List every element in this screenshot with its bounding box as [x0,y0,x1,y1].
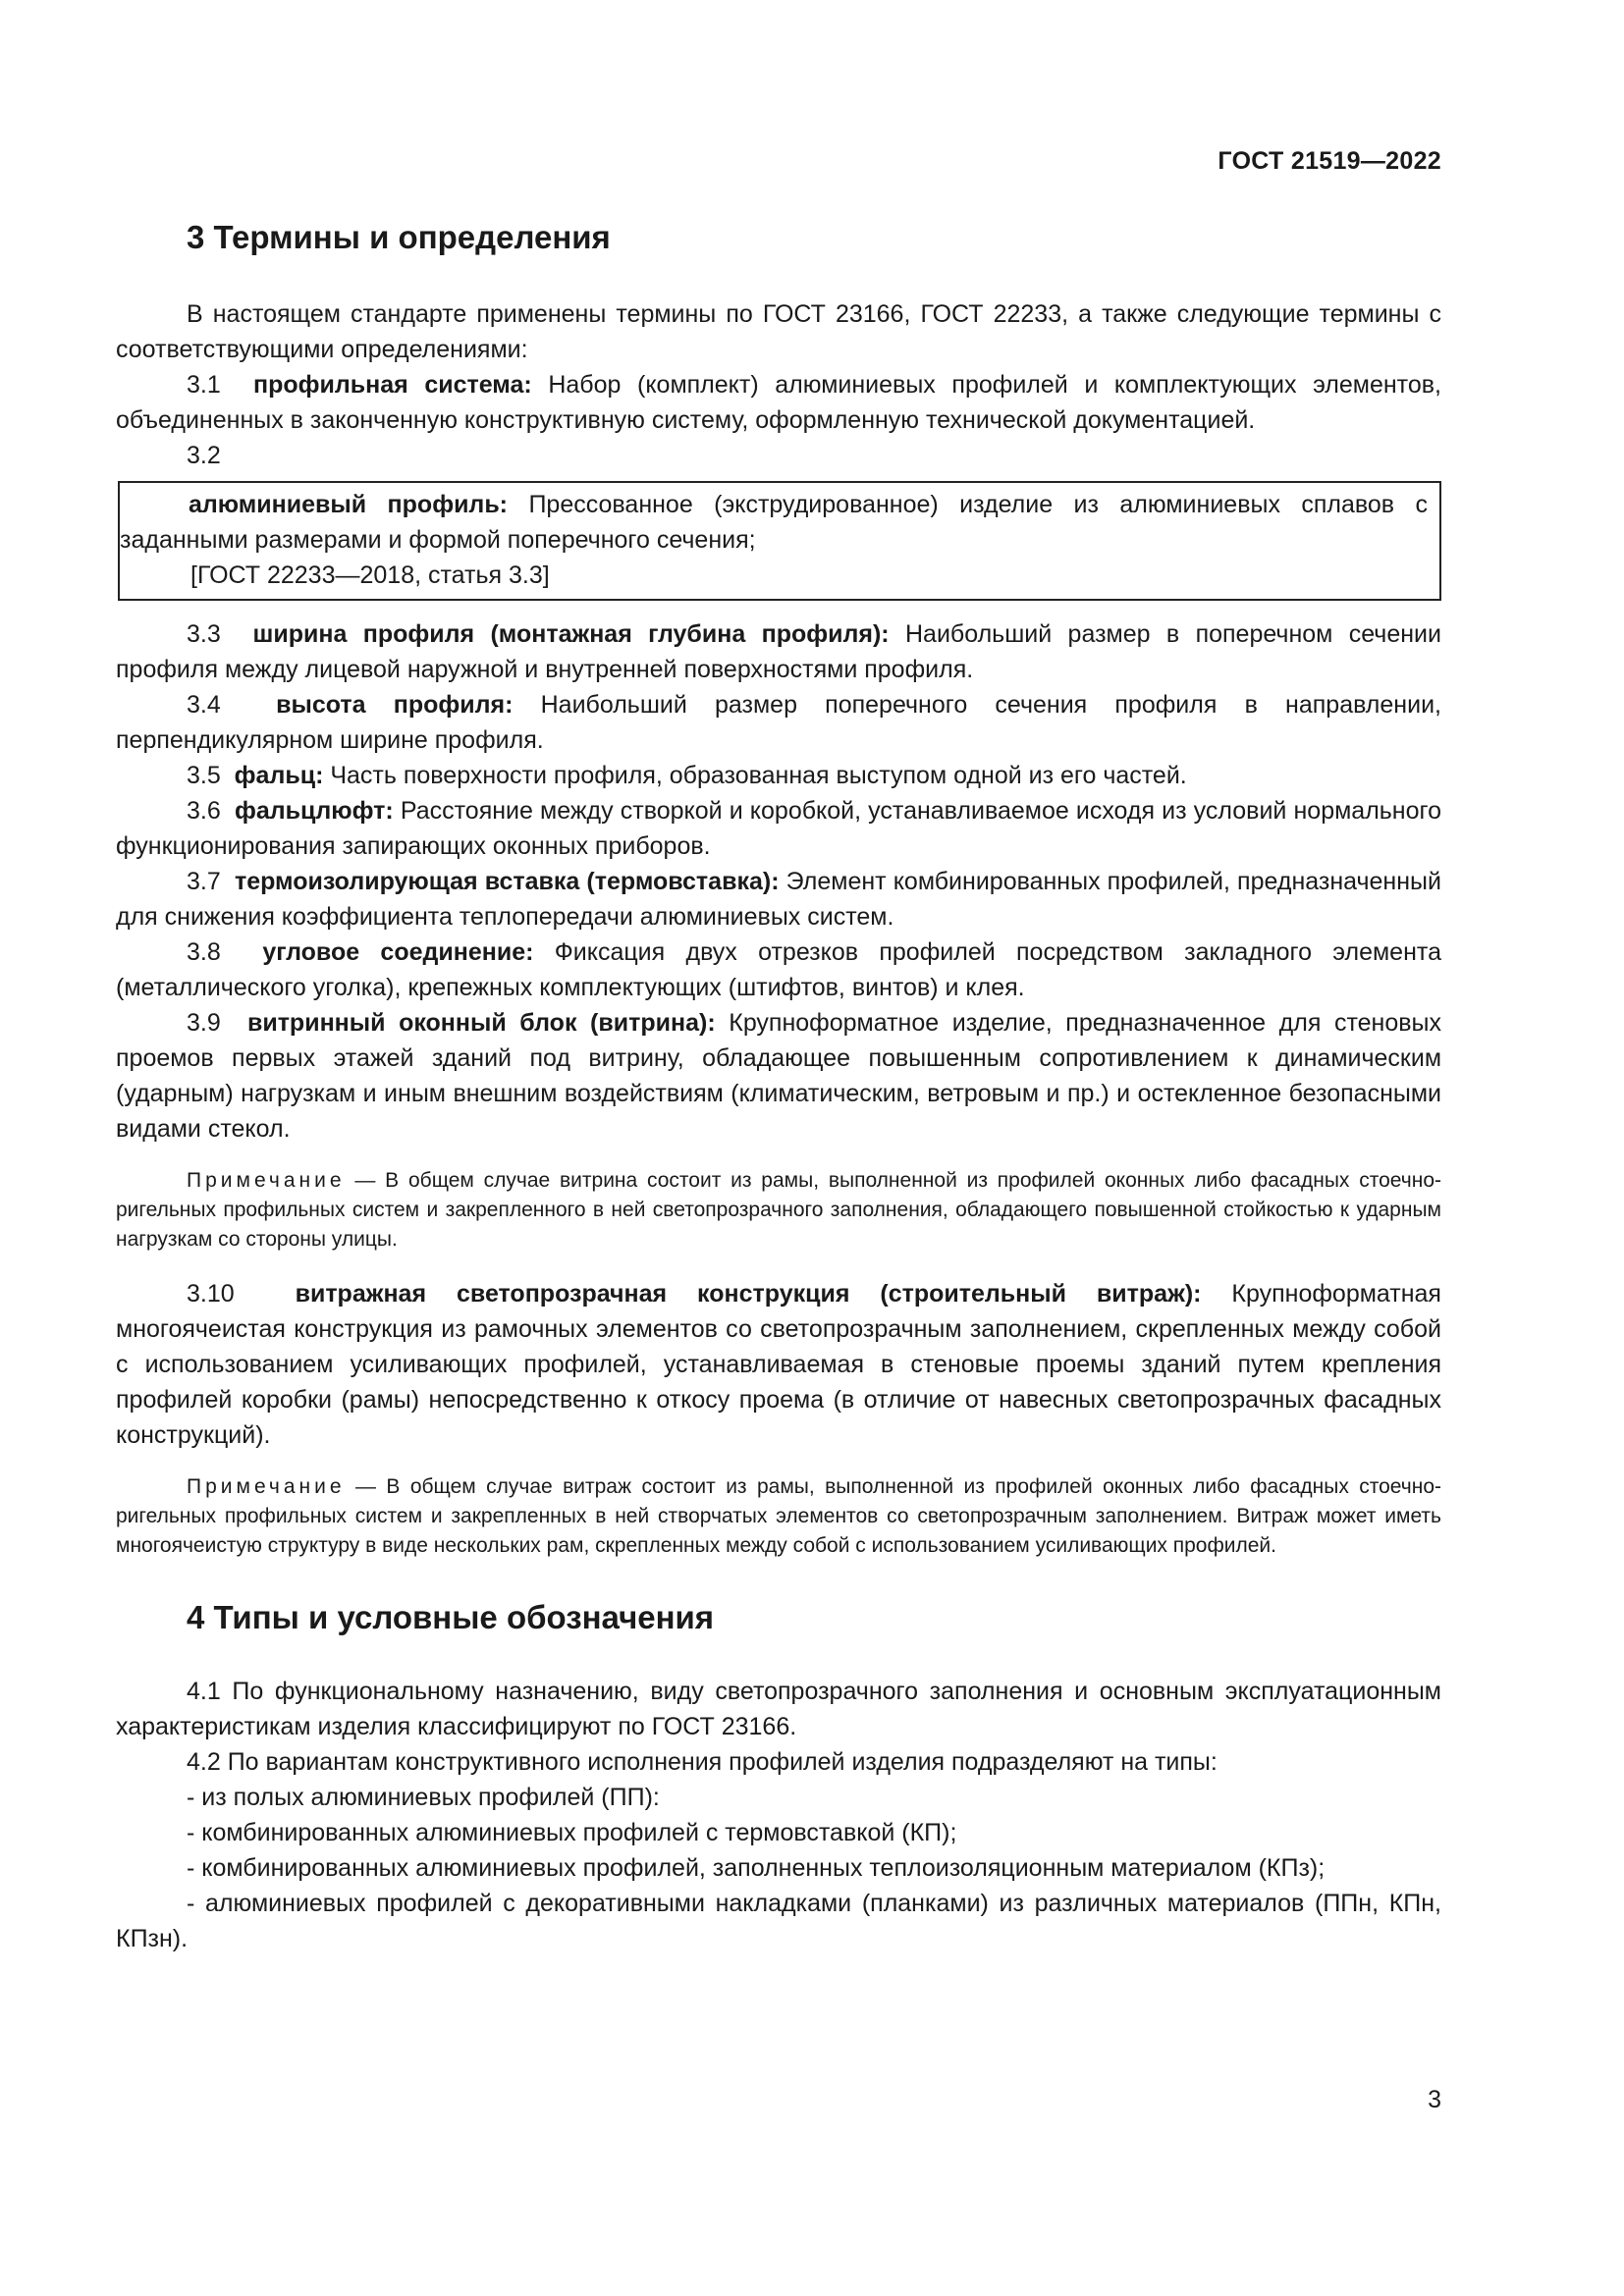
term-name: витражная светопрозрачная конструкция (строительный витраж): [295,1279,1202,1308]
section-3-title: 3 Термины и определения [187,219,611,255]
term-number: 3.8 [187,937,221,966]
term-3-6 [116,793,1441,864]
term-3-10 [116,1276,1441,1453]
section-4-title: 4 Типы и условные обозначения [187,1598,715,1635]
document-code: ГОСТ 21519—2022 [1218,147,1441,175]
term-definition: Часть поверхности профиля, образованная выступом одной из его частей. [330,761,1187,789]
term-definition: Фиксация двух отрезков профилей посредством закладного элемента (металлического уголка), крепежных комплектующих (штифтов, винтов) и клея. [116,937,1441,1001]
term-definition: Элемент комбинированных профилей, предназначенный для снижения коэффициента теплопередачи алюминиевых систем. [116,867,1441,931]
note-label: Примечание [187,1168,346,1192]
term-definition: Наибольший размер в поперечном сечении профиля между лицевой наружной и внутренней поверхностями профиля. [116,619,1441,683]
term-3-5 [116,758,1441,793]
term-3-3 [116,616,1441,687]
term-3-2-number: 3.2 [187,441,221,469]
list-item: - комбинированных алюминиевых профилей с термовставкой (КП); [187,1819,957,1847]
term-definition: Набор (комплект) алюминиевых профилей и комплектующих элементов, объединенных в законченную конструктивную систему, оформленную технической документацией. [116,370,1441,434]
term-3-9 [116,1005,1441,1147]
term-number: 3.6 [187,796,221,825]
term-name: угловое соединение: [262,937,534,966]
clause-4-1: 4.1 По функциональному назначению, виду светопрозрачного заполнения и основным эксплуатационным характеристикам изделия классифицируют по ГОСТ 23166. [116,1678,1441,1741]
page-number: 3 [1428,2086,1441,2113]
term-definition: Расстояние между створкой и коробкой, устанавливаемое исходя из условий нормального функционирования запирающих оконных приборов. [116,796,1441,860]
term-name: термоизолирующая вставка (термовставка): [234,867,780,895]
term-number: 3.7 [187,867,221,895]
term-number: 3.5 [187,761,221,789]
term-3-1 [116,367,1441,438]
term-name: фальцлюфт: [235,796,394,825]
term-name: алюминиевый профиль: [189,490,509,518]
section-3-intro: В настоящем стандарте применены термины по ГОСТ 23166, ГОСТ 22233, а также следующие термины с соответствующими определениями: [116,299,1441,363]
quoted-definition-box [118,481,1441,601]
term-definition: Крупноформатная многоячеистая конструкция из рамочных элементов со светопрозрачным заполнением, скрепленных между собой с использованием усиливающих профилей, устанавливаемая в стеновые проемы зданий путем крепления профилей коробки (рамы) непосредственно к откосу проема (в отличие от навесных светопрозрачных фасадных конструкций). [116,1279,1441,1449]
note-label: Примечание [187,1474,346,1498]
term-name: фальц: [234,761,324,789]
term-3-2-source: [ГОСТ 22233—2018, статья 3.3] [190,561,550,589]
term-number: 3.4 [187,690,221,719]
term-name: ширина профиля (монтажная глубина профиля): [252,619,890,648]
term-3-4 [116,687,1441,758]
note-3-9 [116,1166,1441,1255]
list-item: - комбинированных алюминиевых профилей, заполненных теплоизоляционным материалом (КПз); [187,1854,1326,1883]
note-text: — В общем случае витраж состоит из рамы, выполненной из профилей оконных либо фасадных стоечно-ригельных профильных систем и закрепленных в ней створчатых элементов со светопрозрачным заполнением. Витраж может иметь многоячеистую структуру в виде нескольких рам, скрепленных между собой с использованием усиливающих профилей. [116,1474,1441,1557]
term-3-8 [116,934,1441,1005]
term-definition: Крупноформатное изделие, предназначенное для стеновых проемов первых этажей зданий под витрину, обладающее повышенным сопротивлением к динамическим (ударным) нагрузкам и иным внешним воздействиям (климатическим, ветровым и пр.) и остекленное безопасными видами стекол. [116,1008,1441,1143]
term-number: 3.9 [187,1008,221,1037]
term-name: профильная система: [252,370,532,399]
term-name: витринный оконный блок (витрина): [246,1008,716,1037]
term-definition: Наибольший размер поперечного сечения профиля в направлении, перпендикулярном ширине профиля. [116,690,1441,754]
term-3-2 [120,487,1428,558]
term-number: 3.1 [187,370,221,399]
note-3-10 [116,1472,1441,1561]
list-item: - алюминиевых профилей с декоративными накладками (планками) из различных материалов (ППн, КПн, КПзн). [116,1890,1441,1953]
term-name: высота профиля: [276,690,514,719]
term-number: 3.3 [187,619,221,648]
term-definition: Прессованное (экструдированное) изделие из алюминиевых сплавов с заданными размерами и формой поперечного сечения; [120,490,1428,554]
term-number: 3.10 [187,1279,235,1308]
note-text: — В общем случае витрина состоит из рамы, выполненной из профилей оконных либо фасадных стоечно-ригельных профильных систем и закрепленного в ней светопрозрачного заполнения, обладающего повышенной стойкостью к ударным нагрузкам со стороны улицы. [116,1168,1441,1251]
clause-4-2: 4.2 По вариантам конструктивного исполнения профилей изделия подразделяют на типы: [187,1748,1218,1777]
term-3-7 [116,864,1441,934]
page-content [116,218,1441,1956]
list-item: - из полых алюминиевых профилей (ПП): [187,1784,660,1812]
